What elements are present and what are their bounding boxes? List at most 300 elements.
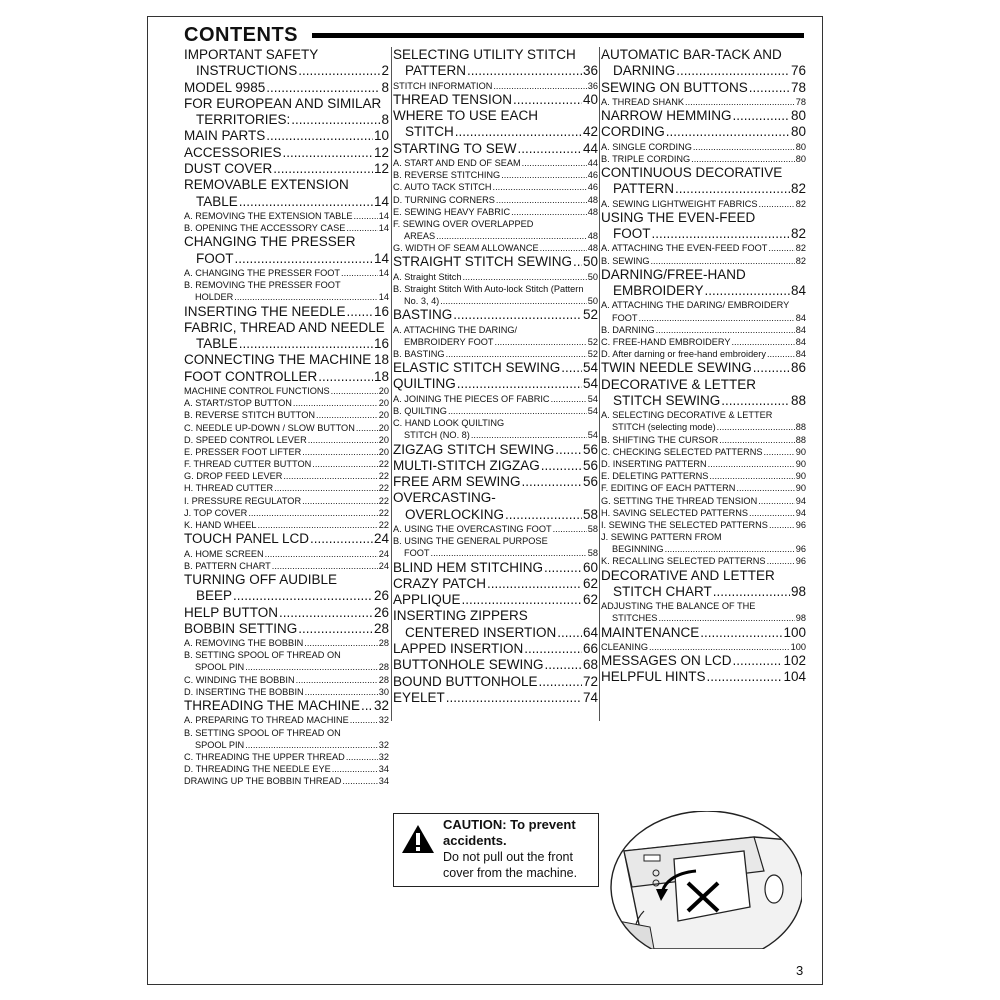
dot-leader (296, 674, 378, 686)
toc-entry-title: A. PREPARING TO THREAD MACHINE (184, 715, 349, 726)
dot-leader (266, 80, 380, 96)
dot-leader (436, 230, 587, 242)
toc-entry (184, 751, 389, 763)
toc-entry-title: D. INSERTING PATTERN (601, 458, 707, 469)
toc-entry-title: DUST COVER (184, 161, 273, 177)
toc-entry-title: A. JOINING THE PIECES OF FABRIC (393, 393, 550, 404)
toc-column-2 (393, 47, 598, 706)
toc-page-number: 20 (378, 410, 389, 421)
toc-entry (184, 507, 389, 519)
toc-entry-title: B. SETTING SPOOL OF THREAD ON (184, 727, 341, 738)
toc-page-number: 98 (795, 613, 806, 624)
toc-page-number: 36 (587, 80, 598, 91)
toc-entry-title: A. ATTACHING THE DARING/ (393, 324, 518, 335)
toc-entry-title: BLIND HEM STITCHING (393, 559, 544, 575)
toc-entry-title: TABLE (196, 193, 238, 209)
toc-page-number: 16 (373, 303, 389, 319)
toc-page-number: 80 (795, 141, 806, 152)
toc-entry-heading (184, 177, 389, 193)
toc-page-number: 98 (790, 583, 806, 599)
dot-leader (347, 304, 373, 320)
toc-page-number: 72 (582, 673, 598, 689)
dot-leader (448, 405, 587, 417)
toc-entry (184, 251, 389, 267)
toc-entry-title: No. 3, 4) (404, 296, 440, 307)
toc-page-number: 64 (582, 624, 598, 640)
toc-entry (601, 446, 806, 458)
toc-entry-title: MULTI-STITCH ZIGZAG (393, 457, 540, 473)
toc-page-number: 84 (795, 312, 806, 323)
toc-entry-title: I. PRESSURE REGULATOR (184, 495, 302, 506)
toc-page-number: 46 (587, 170, 598, 181)
dot-leader (341, 267, 378, 279)
toc-entry (184, 482, 389, 494)
dot-leader (361, 698, 373, 714)
dot-leader (258, 519, 378, 531)
toc-entry-heading (601, 600, 806, 612)
toc-page-number: 18 (373, 368, 389, 384)
toc-entry-title: B. QUILTING (393, 405, 447, 416)
toc-entry-heading (601, 299, 806, 311)
toc-entry-title: TOUCH PANEL LCD (184, 531, 310, 547)
toc-entry-title: MAINTENANCE (601, 624, 700, 640)
toc-page-number: 94 (795, 507, 806, 518)
toc-entry-title: F. SEWING OVER OVERLAPPED (393, 218, 534, 229)
toc-entry-title: FREE ARM SEWING (393, 474, 521, 490)
dot-leader (462, 592, 582, 608)
toc-entry-heading (601, 409, 806, 421)
dot-leader (675, 182, 790, 198)
dot-leader (561, 360, 582, 376)
toc-page-number: 34 (378, 764, 389, 775)
toc-entry-title: C. THREADING THE UPPER THREAD (184, 751, 345, 762)
toc-page-number: 50 (582, 254, 598, 270)
dot-leader (372, 353, 373, 369)
toc-entry (601, 255, 806, 267)
toc-entry (184, 763, 389, 775)
toc-page-number: 82 (795, 243, 806, 254)
toc-entry (393, 206, 598, 218)
dot-leader (732, 336, 795, 348)
toc-page-number: 62 (582, 575, 598, 591)
toc-entry (184, 222, 389, 234)
toc-entry (184, 698, 389, 714)
toc-entry (393, 429, 598, 441)
toc-page-number: 16 (373, 336, 389, 352)
toc-entry-title: E. PRESSER FOOT LIFTER (184, 446, 302, 457)
toc-entry-title: SPOOL PIN (195, 739, 245, 750)
toc-entry-title: BEEP (196, 588, 233, 604)
toc-page-number: 74 (582, 689, 598, 705)
toc-entry-heading (393, 283, 598, 295)
toc-entry (393, 458, 598, 474)
dot-leader (717, 422, 795, 434)
dot-leader (266, 129, 373, 145)
dot-leader (235, 251, 373, 267)
toc-entry-heading (393, 47, 598, 63)
dot-leader (312, 458, 377, 470)
toc-entry (393, 560, 598, 576)
toc-page-number: 54 (587, 430, 598, 441)
toc-page-number: 32 (378, 739, 389, 750)
toc-page-number: 12 (373, 161, 389, 177)
toc-page-number: 8 (381, 79, 389, 95)
toc-entry (184, 352, 389, 368)
toc-entry (184, 63, 389, 79)
toc-page-number: 36 (582, 63, 598, 79)
toc-entry-title: E. SEWING HEAVY FABRIC (393, 206, 511, 217)
dot-leader (453, 308, 582, 324)
toc-entry (184, 661, 389, 673)
toc-entry-heading (601, 47, 806, 63)
toc-entry-title: D. After darning or free-hand embroidery (601, 349, 766, 360)
toc-page-number: 56 (582, 441, 598, 457)
toc-entry-title: A. CHANGING THE PRESSER FOOT (184, 267, 341, 278)
toc-entry (393, 393, 598, 405)
toc-entry-title: OVERLOCKING (405, 506, 505, 522)
manual-page (147, 16, 823, 985)
toc-entry-title: FOOT CONTROLLER (184, 368, 318, 384)
dot-leader (356, 422, 378, 434)
toc-entry (601, 324, 806, 336)
toc-entry (184, 775, 389, 787)
toc-page-number: 80 (790, 124, 806, 140)
toc-page-number: 22 (378, 507, 389, 518)
dot-leader (524, 641, 582, 657)
dot-leader (446, 690, 582, 706)
toc-page-number: 90 (795, 483, 806, 494)
toc-entry-title: B. REVERSE STITCH BUTTON (184, 410, 316, 421)
toc-entry (393, 641, 598, 657)
toc-page-number: 54 (582, 376, 598, 392)
toc-entry-heading (184, 279, 389, 291)
toc-page-number: 52 (587, 336, 598, 347)
toc-entry (184, 495, 389, 507)
toc-entry (601, 421, 806, 433)
toc-page-number: 100 (783, 624, 806, 640)
toc-entry (393, 674, 598, 690)
toc-entry-title: STRAIGHT STITCH SEWING (393, 254, 573, 270)
dot-leader (304, 637, 377, 649)
toc-entry-heading (393, 108, 598, 124)
dot-leader (736, 483, 794, 495)
toc-page-number: 82 (790, 181, 806, 197)
machine-front-cover-illustration (604, 811, 802, 949)
toc-entry (184, 674, 389, 686)
dot-leader (693, 141, 795, 153)
toc-entry (393, 360, 598, 376)
page-number: 3 (796, 963, 804, 978)
toc-entry-title: B. USING THE GENERAL PURPOSE (393, 536, 548, 547)
toc-page-number: 82 (790, 226, 806, 242)
toc-page-number: 100 (790, 641, 806, 652)
toc-entry (601, 482, 806, 494)
toc-page-number: 80 (795, 153, 806, 164)
toc-entry-title: B. TRIPLE CORDING (601, 153, 691, 164)
toc-entry-title: A. SELECTING DECORATIVE & LETTER (601, 410, 773, 421)
toc-page-number: 20 (378, 398, 389, 409)
dot-leader (283, 470, 377, 482)
dot-leader (522, 474, 582, 490)
toc-entry (393, 547, 598, 559)
toc-entry (184, 397, 389, 409)
dot-leader (651, 255, 795, 267)
dot-leader (685, 96, 795, 108)
toc-entry-heading (184, 572, 389, 588)
toc-page-number: 24 (378, 548, 389, 559)
toc-entry (184, 686, 389, 698)
toc-page-number: 56 (582, 474, 598, 490)
toc-entry (393, 124, 598, 140)
toc-entry (601, 108, 806, 124)
dot-leader (666, 125, 790, 141)
toc-entry-title: HELP BUTTON (184, 604, 279, 620)
toc-entry (601, 63, 806, 79)
dot-leader (713, 584, 790, 600)
toc-entry (601, 470, 806, 482)
toc-entry-title: C. HAND LOOK QUILTING (393, 418, 505, 429)
dot-leader (440, 295, 587, 307)
toc-entry-title: CONNECTING THE MACHINE (184, 352, 372, 368)
toc-entry (601, 80, 806, 96)
dot-leader (455, 125, 582, 141)
dot-leader (749, 507, 795, 519)
toc-page-number: 46 (587, 182, 598, 193)
toc-page-number: 42 (582, 124, 598, 140)
toc-entry-title: STITCH (405, 124, 454, 140)
dot-leader (719, 434, 795, 446)
toc-page-number: 2 (381, 63, 389, 79)
toc-page-number: 22 (378, 520, 389, 531)
dot-leader (273, 161, 373, 177)
dot-leader (753, 361, 790, 377)
toc-entry-title: DECORATIVE & LETTER (601, 376, 757, 392)
dot-leader (487, 576, 582, 592)
toc-entry-title: LAPPED INSERTION (393, 641, 524, 657)
dot-leader (496, 194, 587, 206)
caution-text: Do not pull out the front cover from the machine. (443, 850, 578, 880)
toc-entry-title: E. DELETING PATTERNS (601, 471, 709, 482)
toc-entry-title: FOOT (404, 548, 430, 559)
toc-entry (184, 434, 389, 446)
dot-leader (493, 182, 587, 194)
toc-entry (393, 254, 598, 270)
dot-leader (332, 763, 378, 775)
toc-entry-title: STITCHES (612, 613, 658, 624)
toc-page-number: 66 (582, 641, 598, 657)
dot-leader (767, 556, 795, 568)
dot-leader (539, 674, 582, 690)
toc-page-number: 54 (587, 405, 598, 416)
toc-entry (184, 128, 389, 144)
toc-entry (601, 653, 806, 669)
toc-entry (601, 458, 806, 470)
toc-page-number: 90 (795, 458, 806, 469)
toc-entry-heading (601, 568, 806, 584)
caution-box (393, 813, 599, 887)
toc-entry (601, 242, 806, 254)
toc-entry (601, 669, 806, 685)
toc-page-number: 104 (783, 669, 806, 685)
toc-entry-heading (601, 531, 806, 543)
toc-entry (393, 307, 598, 323)
toc-entry-title: DARNING/FREE-HAND (601, 266, 746, 282)
toc-entry-title: APPLIQUE (393, 592, 461, 608)
toc-entry-heading (393, 608, 598, 624)
toc-entry-title: CORDING (601, 124, 665, 140)
toc-entry (393, 592, 598, 608)
toc-page-number: 22 (378, 471, 389, 482)
dot-leader (759, 198, 795, 210)
dot-leader (522, 157, 587, 169)
toc-page-number: 54 (582, 360, 598, 376)
dot-leader (700, 625, 782, 641)
toc-entry-title: MAIN PARTS (184, 128, 266, 144)
toc-entry (601, 612, 806, 624)
dot-leader (274, 483, 378, 495)
toc-entry-title: A. REMOVING THE EXTENSION TABLE (184, 210, 353, 221)
toc-entry-title: I. SEWING THE SELECTED PATTERNS (601, 519, 768, 530)
toc-entry-title: BEGINNING (612, 544, 664, 555)
toc-entry (184, 470, 389, 482)
dot-leader (272, 560, 378, 572)
toc-entry-title: THREADING THE MACHINE (184, 698, 361, 714)
dot-leader (505, 507, 582, 523)
toc-entry (184, 409, 389, 421)
toc-entry (601, 312, 806, 324)
toc-entry-title: MODEL 9985 (184, 79, 266, 95)
toc-entry-title: CHANGING THE PRESSER (184, 234, 356, 250)
toc-entry-title: STITCH (selecting mode) (612, 422, 716, 433)
toc-entry (393, 242, 598, 254)
toc-entry-title: THREAD TENSION (393, 91, 513, 107)
toc-entry (184, 548, 389, 560)
toc-entry (184, 560, 389, 572)
toc-entry (393, 442, 598, 458)
dot-leader (545, 658, 582, 674)
toc-page-number: 102 (783, 653, 806, 669)
toc-entry-title: B. SEWING (601, 255, 650, 266)
dot-leader (245, 739, 378, 751)
dot-leader (302, 446, 378, 458)
toc-page-number: 90 (795, 471, 806, 482)
toc-entry-title: DRAWING UP THE BOBBIN THREAD (184, 776, 342, 787)
toc-page-number: 58 (582, 506, 598, 522)
dot-leader (708, 458, 795, 470)
dot-leader (283, 145, 373, 161)
toc-entry (393, 576, 598, 592)
dot-leader (457, 377, 582, 393)
toc-page-number: 48 (587, 243, 598, 254)
toc-entry-title: ZIGZAG STITCH SEWING (393, 441, 555, 457)
toc-page-number: 84 (795, 324, 806, 335)
toc-entry (601, 181, 806, 197)
toc-page-number: 84 (795, 336, 806, 347)
toc-entry-title: A. START AND END OF SEAM (393, 157, 521, 168)
dot-leader (346, 222, 377, 234)
toc-entry-title: B. SHIFTING THE CURSOR (601, 434, 719, 445)
toc-entry (601, 507, 806, 519)
toc-entry (184, 336, 389, 352)
toc-entry-title: TERRITORIES: (196, 112, 291, 128)
page-title: CONTENTS (184, 24, 298, 46)
dot-leader (555, 442, 582, 458)
dot-leader (658, 613, 794, 625)
toc-page-number: 14 (378, 210, 389, 221)
dot-leader (298, 621, 373, 637)
toc-column-1 (184, 47, 389, 787)
toc-page-number: 50 (587, 296, 598, 307)
toc-entry-title: A. ATTACHING THE DARING/ EMBROIDERY (601, 300, 790, 311)
toc-entry-title: G. DROP FEED LEVER (184, 471, 283, 482)
toc-entry-title: EMBROIDERY FOOT (404, 336, 494, 347)
toc-entry-title: ADJUSTING THE BALANCE OF THE (601, 601, 756, 612)
dot-leader (501, 169, 587, 181)
toc-entry (184, 422, 389, 434)
toc-page-number: 28 (373, 620, 389, 636)
toc-entry (601, 226, 806, 242)
toc-page-number: 96 (795, 544, 806, 555)
toc-page-number: 44 (582, 140, 598, 156)
toc-entry-title: A. SINGLE CORDING (601, 141, 692, 152)
toc-entry (184, 80, 389, 96)
toc-entry-title: G. WIDTH OF SEAM ALLOWANCE (393, 243, 539, 254)
toc-entry-title: DARNING (613, 63, 676, 79)
toc-page-number: 20 (378, 422, 389, 433)
dot-leader (293, 397, 378, 409)
toc-entry (184, 739, 389, 751)
toc-entry-title: B. Straight Stitch With Auto-lock Stitch (Pattern (393, 283, 584, 294)
dot-leader (305, 686, 378, 698)
toc-entry-heading (184, 649, 389, 661)
toc-page-number: 82 (795, 255, 806, 266)
toc-column-3 (601, 47, 806, 686)
toc-entry-title: PATTERN (613, 181, 675, 197)
toc-entry-title: STITCH (NO. 8) (404, 430, 470, 441)
dot-leader (331, 385, 378, 397)
toc-entry-title: F. EDITING OF EACH PATTERN (601, 483, 736, 494)
toc-entry-title: TABLE (196, 336, 238, 352)
dot-leader (676, 64, 790, 80)
toc-entry (601, 543, 806, 555)
toc-entry-heading (393, 417, 598, 429)
toc-page-number: 54 (587, 393, 598, 404)
toc-entry-title: C. CHECKING SELECTED PATTERNS (601, 446, 763, 457)
toc-page-number: 52 (587, 348, 598, 359)
toc-entry-title: D. SPEED CONTROL LEVER (184, 434, 307, 445)
toc-entry-title: STARTING TO SEW (393, 140, 517, 156)
toc-page-number: 8 (381, 112, 389, 128)
toc-entry-title: B. PATTERN CHART (184, 560, 271, 571)
toc-page-number: 28 (378, 674, 389, 685)
caution-heading: CAUTION: To prevent accidents. (443, 817, 576, 848)
dot-leader (639, 312, 795, 324)
toc-page-number: 48 (587, 206, 598, 217)
toc-entry (184, 446, 389, 458)
toc-entry-title: FOR EUROPEAN AND SIMILAR (184, 95, 382, 111)
toc-page-number: 20 (378, 385, 389, 396)
toc-page-number: 26 (373, 588, 389, 604)
toc-entry-heading (184, 234, 389, 250)
toc-entry (601, 283, 806, 299)
toc-entry (184, 291, 389, 303)
dot-leader (557, 625, 582, 641)
toc-page-number: 48 (587, 194, 598, 205)
toc-page-number: 84 (795, 349, 806, 360)
toc-entry-title: IMPORTANT SAFETY (184, 47, 319, 62)
toc-entry (184, 267, 389, 279)
toc-page-number: 14 (378, 267, 389, 278)
